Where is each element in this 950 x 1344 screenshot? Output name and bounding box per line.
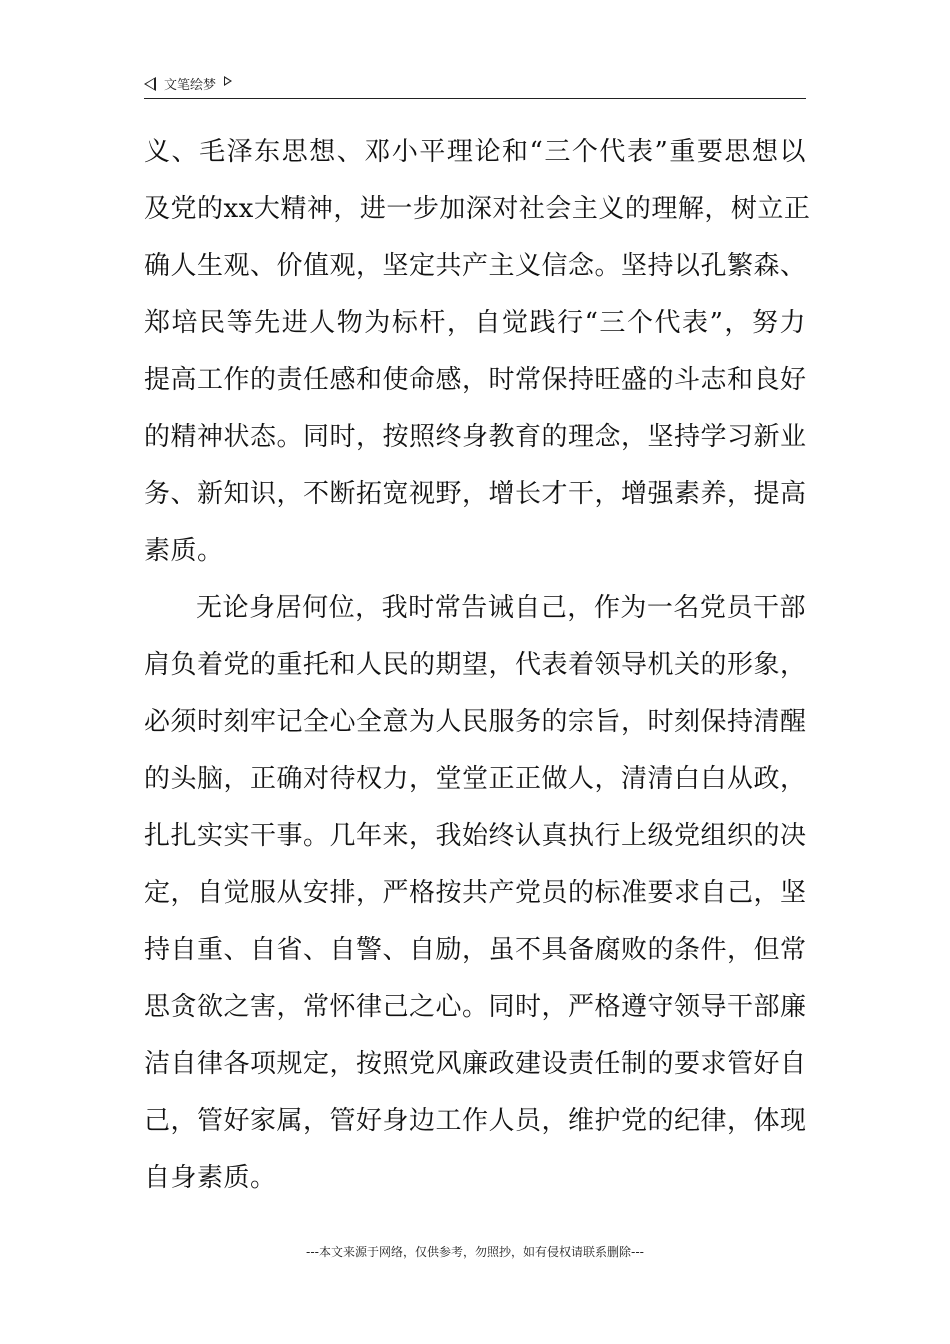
body-line: 必须时刻牢记全心全意为人民服务的宗旨，时刻保持清醒 [144,707,807,737]
body-line: 义、毛泽东思想、邓小平理论和“三个代表”重要思想以 [144,137,806,167]
body-line: 定，自觉服从安排，严格按共产党员的标准要求自己，坚 [144,878,807,908]
document-body [144,130,811,1213]
body-line: 思贪欲之害，常怀律己之心。同时，严格遵守领导干部廉 [144,992,807,1022]
body-line: 郑培民等先进人物为标杆，自觉践行“三个代表”，努力 [144,308,806,338]
body-line: 确人生观、价值观，坚定共产主义信念。坚持以孔繁森、 [144,251,807,281]
paragraph-start-line: 无论身居何位，我时常告诫自己，作为一名党员干部 [196,593,806,623]
body-line: 己，管好家属，管好身边工作人员，维护党的纪律，体现 [144,1106,807,1136]
body-line: 持自重、自省、自警、自励，虽不具备腐败的条件，但常 [144,935,807,965]
body-line: 及党的xx大精神，进一步加深对社会主义的理解，树立正 [144,194,811,224]
body-line: 的精神状态。同时，按照终身教育的理念，坚持学习新业 [144,422,807,452]
footer-notice: ---本文来源于网络，仅供参考，勿照抄，如有侵权请联系删除--- [306,1245,644,1259]
body-line: 自身素质。 [144,1163,277,1193]
body-line: 提高工作的责任感和使命感，时常保持旺盛的斗志和良好 [144,365,807,395]
triangle-left-icon [144,77,156,91]
body-line: 的头脑，正确对待权力，堂堂正正做人，清清白白从政， [144,764,807,794]
triangle-right-icon [224,76,232,86]
body-line: 扎扎实实干事。几年来，我始终认真执行上级党组织的决 [144,821,807,851]
body-line: 素质。 [144,536,224,566]
header-title: 文笔绘梦 [164,78,217,93]
body-line: 务、新知识，不断拓宽视野，增长才干，增强素养，提高 [144,479,807,509]
body-line: 洁自律各项规定，按照党风廉政建设责任制的要求管好自 [144,1049,807,1079]
body-line: 肩负着党的重托和人民的期望，代表着领导机关的形象， [144,650,807,680]
header-brand [144,74,232,93]
page-header [144,72,806,99]
